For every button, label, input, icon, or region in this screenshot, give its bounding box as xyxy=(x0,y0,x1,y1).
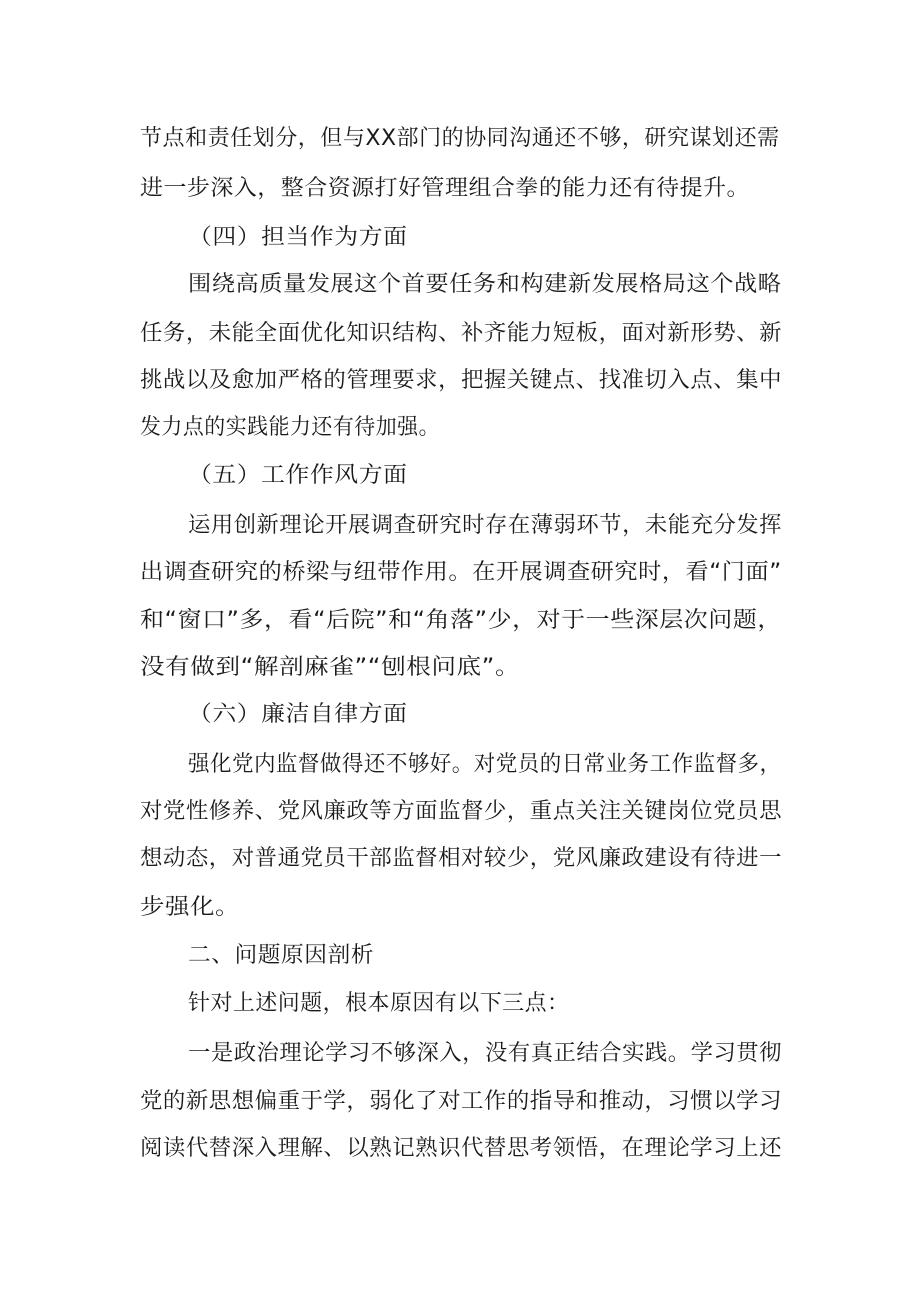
section-heading: 二、问题原因剖析 xyxy=(188,943,375,968)
body-text-line: 对党性修养、党风廉政等方面监督少，重点关注关键岗位党员思 xyxy=(140,799,783,824)
body-text-line: 任务，未能全面优化知识结构、补齐能力短板，面对新形势、新 xyxy=(140,321,783,346)
body-text-line: 党的新思想偏重于学，弱化了对工作的指导和推动，习惯以学习 xyxy=(140,1089,783,1114)
section-heading: （六）廉洁自律方面 xyxy=(188,702,408,727)
body-text-line: 出调查研究的桥梁与纽带作用。在开展调查研究时，看“门面” xyxy=(140,560,782,585)
body-text-line: 强化党内监督做得还不够好。对党员的日常业务工作监督多， xyxy=(188,752,782,777)
body-text-line: 阅读代替深入理解、以熟记熟识代替思考领悟，在理论学习上还 xyxy=(140,1136,783,1161)
body-text-line: 想动态，对普通党员干部监督相对较少，党风廉政建设有待进一 xyxy=(140,846,783,871)
body-text-line: 和“窗口”多，看“后院”和“角落”少，对于一些深层次问题， xyxy=(140,608,782,633)
body-text-line: 发力点的实践能力还有待加强。 xyxy=(140,415,441,440)
body-text-line: 运用创新理论开展调查研究时存在薄弱环节，未能充分发挥 xyxy=(188,513,783,538)
section-heading: （四）担当作为方面 xyxy=(188,225,408,250)
body-text-line: 没有做到“解剖麻雀”“刨根问底”。 xyxy=(140,655,521,680)
body-text-line: 节点和责任划分，但与XX部门的协同沟通还不够，研究谋划还需 xyxy=(140,126,780,151)
body-text-line: 针对上述问题，根本原因有以下三点： xyxy=(188,991,570,1016)
body-text-line: 进一步深入，整合资源打好管理组合拳的能力还有待提升。 xyxy=(140,176,751,201)
body-text-line: 步强化。 xyxy=(140,895,241,920)
body-text-line: 一是政治理论学习不够深入，没有真正结合实践。学习贯彻 xyxy=(188,1041,783,1066)
body-text-line: 围绕高质量发展这个首要任务和构建新发展格局这个战略 xyxy=(188,272,782,297)
body-text-line: 挑战以及愈加严格的管理要求，把握关键点、找准切入点、集中 xyxy=(140,368,783,393)
section-heading: （五）工作作风方面 xyxy=(188,463,408,488)
